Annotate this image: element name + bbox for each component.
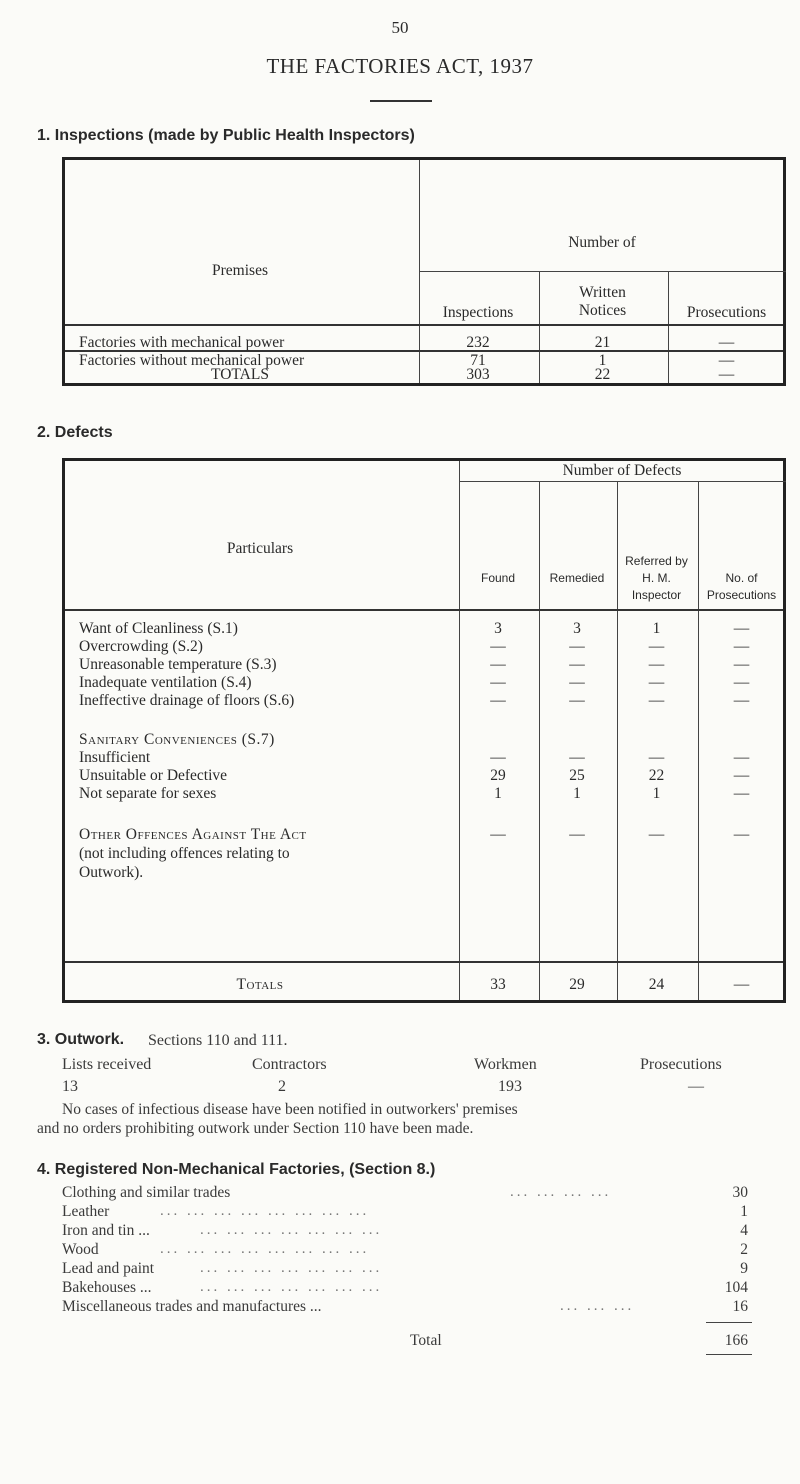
factory-total-value: 166 <box>724 1332 748 1349</box>
col-prosecutions-header-2: Prosecutions <box>706 588 777 602</box>
defect-remedied: 25 <box>569 767 585 784</box>
factory-total-label: Total <box>410 1332 442 1349</box>
col-number-of-defects-header: Number of Defects <box>562 462 682 479</box>
defect-remedied: — <box>569 826 585 843</box>
col-referred-header-2: H. M. <box>642 571 671 585</box>
outwork-lists-value: 13 <box>62 1078 78 1095</box>
totals-remedied: 29 <box>569 976 585 993</box>
page-number: 50 <box>391 18 409 37</box>
defect-prosecutions: — <box>733 826 750 843</box>
outwork-note-line2: and no orders prohibiting outwork under Section 110 have been made. <box>37 1120 474 1137</box>
defect-prosecutions: — <box>733 767 750 784</box>
defect-found: — <box>490 674 506 691</box>
defect-found: — <box>490 656 506 673</box>
totals-inspections: 303 <box>466 366 490 383</box>
row-inspections: 232 <box>466 334 490 351</box>
row-notices: 1 <box>598 352 607 369</box>
factory-type-label: Miscellaneous trades and manufactures ... <box>62 1298 322 1315</box>
outwork-col-contractors: Contractors <box>252 1056 327 1073</box>
col-prosecutions-header: Prosecutions <box>686 304 767 321</box>
factory-type-count: 1 <box>740 1203 748 1220</box>
row-inspections: 71 <box>470 352 486 369</box>
defect-referred: — <box>648 656 665 673</box>
defect-referred: — <box>648 826 665 843</box>
defect-found: — <box>490 749 506 766</box>
factory-type-label: Iron and tin ... <box>62 1222 150 1239</box>
totals-prosecutions: — <box>718 366 735 383</box>
row-prosecutions: — <box>718 352 735 369</box>
factory-type-label: Lead and paint <box>62 1260 155 1277</box>
factory-type-label: Bakehouses ... <box>62 1279 152 1296</box>
defect-found: 29 <box>490 767 506 784</box>
totals-label: TOTALS <box>211 366 269 383</box>
outwork-prosecutions-value: — <box>688 1078 704 1095</box>
totals-found: 33 <box>490 976 506 993</box>
factory-type-count: 104 <box>724 1279 748 1296</box>
defect-remedied: 1 <box>573 785 581 802</box>
factory-type-count: 4 <box>740 1222 748 1239</box>
factory-type-count: 2 <box>740 1241 748 1258</box>
col-number-of-header: Number of <box>568 234 636 251</box>
row-prosecutions: — <box>718 334 735 351</box>
totals-referred: 24 <box>648 976 665 993</box>
defect-referred: 1 <box>652 620 661 637</box>
defect-found: 1 <box>494 785 502 802</box>
defect-prosecutions: — <box>733 620 750 637</box>
outwork-contractors-value: 2 <box>278 1078 286 1095</box>
defect-label: Ineffective drainage of floors (S.6) <box>79 692 295 709</box>
factory-type-count: 30 <box>732 1184 748 1201</box>
defect-referred: — <box>648 674 665 691</box>
defect-prosecutions: — <box>733 785 750 802</box>
defect-label: Want of Cleanliness (S.1) <box>79 620 238 637</box>
defect-remedied: — <box>569 692 585 709</box>
page-title: THE FACTORIES ACT, 1937 <box>266 54 534 78</box>
totals-prosecutions: — <box>733 976 750 993</box>
defect-found: 3 <box>494 620 502 637</box>
outwork-note-line1: No cases of infectious disease have been notified in outworkers' premises <box>62 1101 518 1118</box>
outwork-col-prosecutions: Prosecutions <box>640 1056 722 1073</box>
defect-label: Inadequate ventilation (S.4) <box>79 674 252 691</box>
factory-type-label: Clothing and similar trades <box>62 1184 231 1201</box>
col-inspections-header: Inspections <box>442 304 514 321</box>
outwork-workmen-value: 193 <box>498 1078 522 1095</box>
defect-referred: — <box>648 749 665 766</box>
defect-referred: — <box>648 692 665 709</box>
other-offences-line2: (not including offences relating to <box>79 845 290 862</box>
defect-prosecutions: — <box>733 692 750 709</box>
col-written-header-1: Written <box>579 284 626 301</box>
outwork-col-workmen: Workmen <box>474 1056 537 1073</box>
defects-totals-label: Totals <box>236 976 284 993</box>
defect-remedied: — <box>569 656 585 673</box>
row-label: Factories without mechanical power <box>79 352 305 369</box>
title-divider <box>370 100 432 102</box>
defect-prosecutions: — <box>733 656 750 673</box>
col-premises-header: Premises <box>212 262 268 279</box>
defect-remedied: 3 <box>573 620 581 637</box>
factory-type-count: 9 <box>740 1260 748 1277</box>
factory-type-label: Leather <box>62 1203 110 1220</box>
defect-label: Overcrowding (S.2) <box>79 638 203 655</box>
defect-prosecutions: — <box>733 638 750 655</box>
row-label: Factories with mechanical power <box>79 334 285 351</box>
other-offences-line1: Other Offences Against The Act <box>79 826 307 843</box>
defect-referred: 22 <box>648 767 665 784</box>
defect-label: Unsuitable or Defective <box>79 767 228 784</box>
col-referred-header-3: Inspector <box>631 588 682 602</box>
defect-label: Insufficient <box>79 749 151 766</box>
defect-referred: — <box>648 638 665 655</box>
outwork-col-lists: Lists received <box>62 1056 152 1073</box>
section3-subheading: Sections 110 and 111. <box>148 1032 288 1049</box>
section3-heading: 3. Outwork. <box>37 1031 125 1048</box>
totals-notices: 22 <box>594 366 611 383</box>
defect-found: — <box>490 692 506 709</box>
defect-referred: 1 <box>652 785 661 802</box>
section2-heading: 2. Defects <box>37 424 113 441</box>
defect-remedied: — <box>569 638 585 655</box>
section4-heading: 4. Registered Non-Mechanical Factories, (Section 8.) <box>37 1161 436 1178</box>
defect-prosecutions: — <box>733 749 750 766</box>
row-notices: 21 <box>594 334 611 351</box>
factory-type-label: Wood <box>62 1241 99 1258</box>
other-offences-line3: Outwork). <box>79 864 144 881</box>
defect-label: Not separate for sexes <box>79 785 217 802</box>
col-prosecutions-header-1: No. of <box>725 571 758 585</box>
factory-type-count: 16 <box>732 1298 748 1315</box>
defect-prosecutions: — <box>733 674 750 691</box>
defect-label: Unreasonable temperature (S.3) <box>79 656 277 673</box>
defect-found: — <box>490 826 506 843</box>
section1-heading: 1. Inspections (made by Public Health Inspectors) <box>37 127 415 144</box>
col-remedied-header: Remedied <box>549 571 605 585</box>
defect-remedied: — <box>569 674 585 691</box>
col-particulars-header: Particulars <box>226 540 294 557</box>
sanitary-heading: Sanitary Conveniences (S.7) <box>79 731 275 748</box>
col-found-header: Found <box>480 571 516 585</box>
col-written-header-2: Notices <box>578 302 627 319</box>
defect-found: — <box>490 638 506 655</box>
defect-remedied: — <box>569 749 585 766</box>
col-referred-header-1: Referred by <box>625 554 688 568</box>
